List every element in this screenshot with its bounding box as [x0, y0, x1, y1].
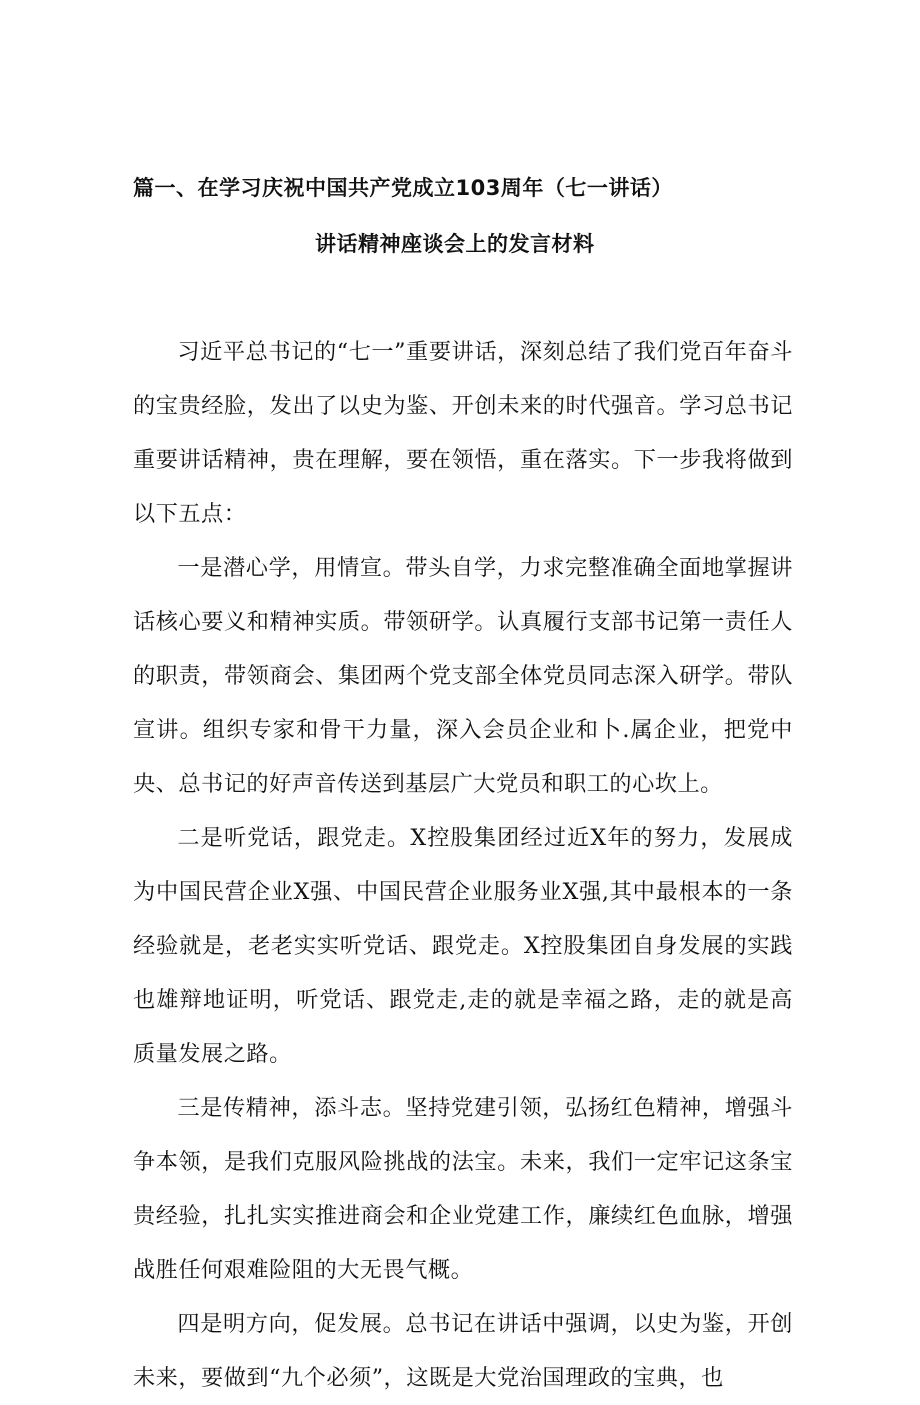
paragraph-point-4: 四是明方向，促发展。总书记在讲话中强调，以史为鉴，开创未来，要做到“九个必须”，这既是大党治国理政的宝典，也: [133, 1311, 793, 1391]
paragraph-intro: 习近平总书记的“七一”重要讲话，深刻总结了我们党百年奋斗的宝贵经脸，发出了以史为鉴、开创未来的时代强音。学习总书记重要讲话精神，贵在理解，要在领悟，重在落实。下一步我将做到以下五点：: [133, 339, 793, 527]
paragraph-point-2: 二是听党话，跟党走。X控股集团经过近X年的努力，发展成为中国民营企业X强、中国民营企业服务业X强,其中最根本的一条经验就是，老老实实听党话、跟党走。X控股集团自身发展的实践也雄辩地证明，听党话、跟党走,走的就是幸福之路，走的就是高质量发展之路。: [133, 825, 793, 1067]
document-title-line-1: 篇一、在学习庆祝中国共产党成立103周年（七一讲话）: [133, 176, 673, 200]
document-title-line-2: 讲话精神座谈会上的发言材料: [315, 232, 595, 256]
paragraph-point-3: 三是传精神，添斗志。坚持党建引领，弘扬红色精神，增强斗争本领，是我们克服风险挑战的法宝。未来，我们一定牢记这条宝贵经验，扎扎实实推进商会和企业党建工作，廉续红色血脉，增强战胜任何艰难险阻的大无畏气概。: [133, 1095, 793, 1283]
document-body: [133, 325, 793, 1405]
paragraph-point-1: 一是潜心学，用情宣。带头自学，力求完整准确全面地掌握讲话核心要义和精神实质。带领研学。认真履行支部书记第一责任人的职责，带领商会、集团两个党支部全体党员同志深入研学。带队宣讲。组织专家和骨干力量，深入会员企业和卜.属企业，把党中央、总书记的好声音传送到基层广大党员和职工的心坎上。: [133, 555, 793, 797]
